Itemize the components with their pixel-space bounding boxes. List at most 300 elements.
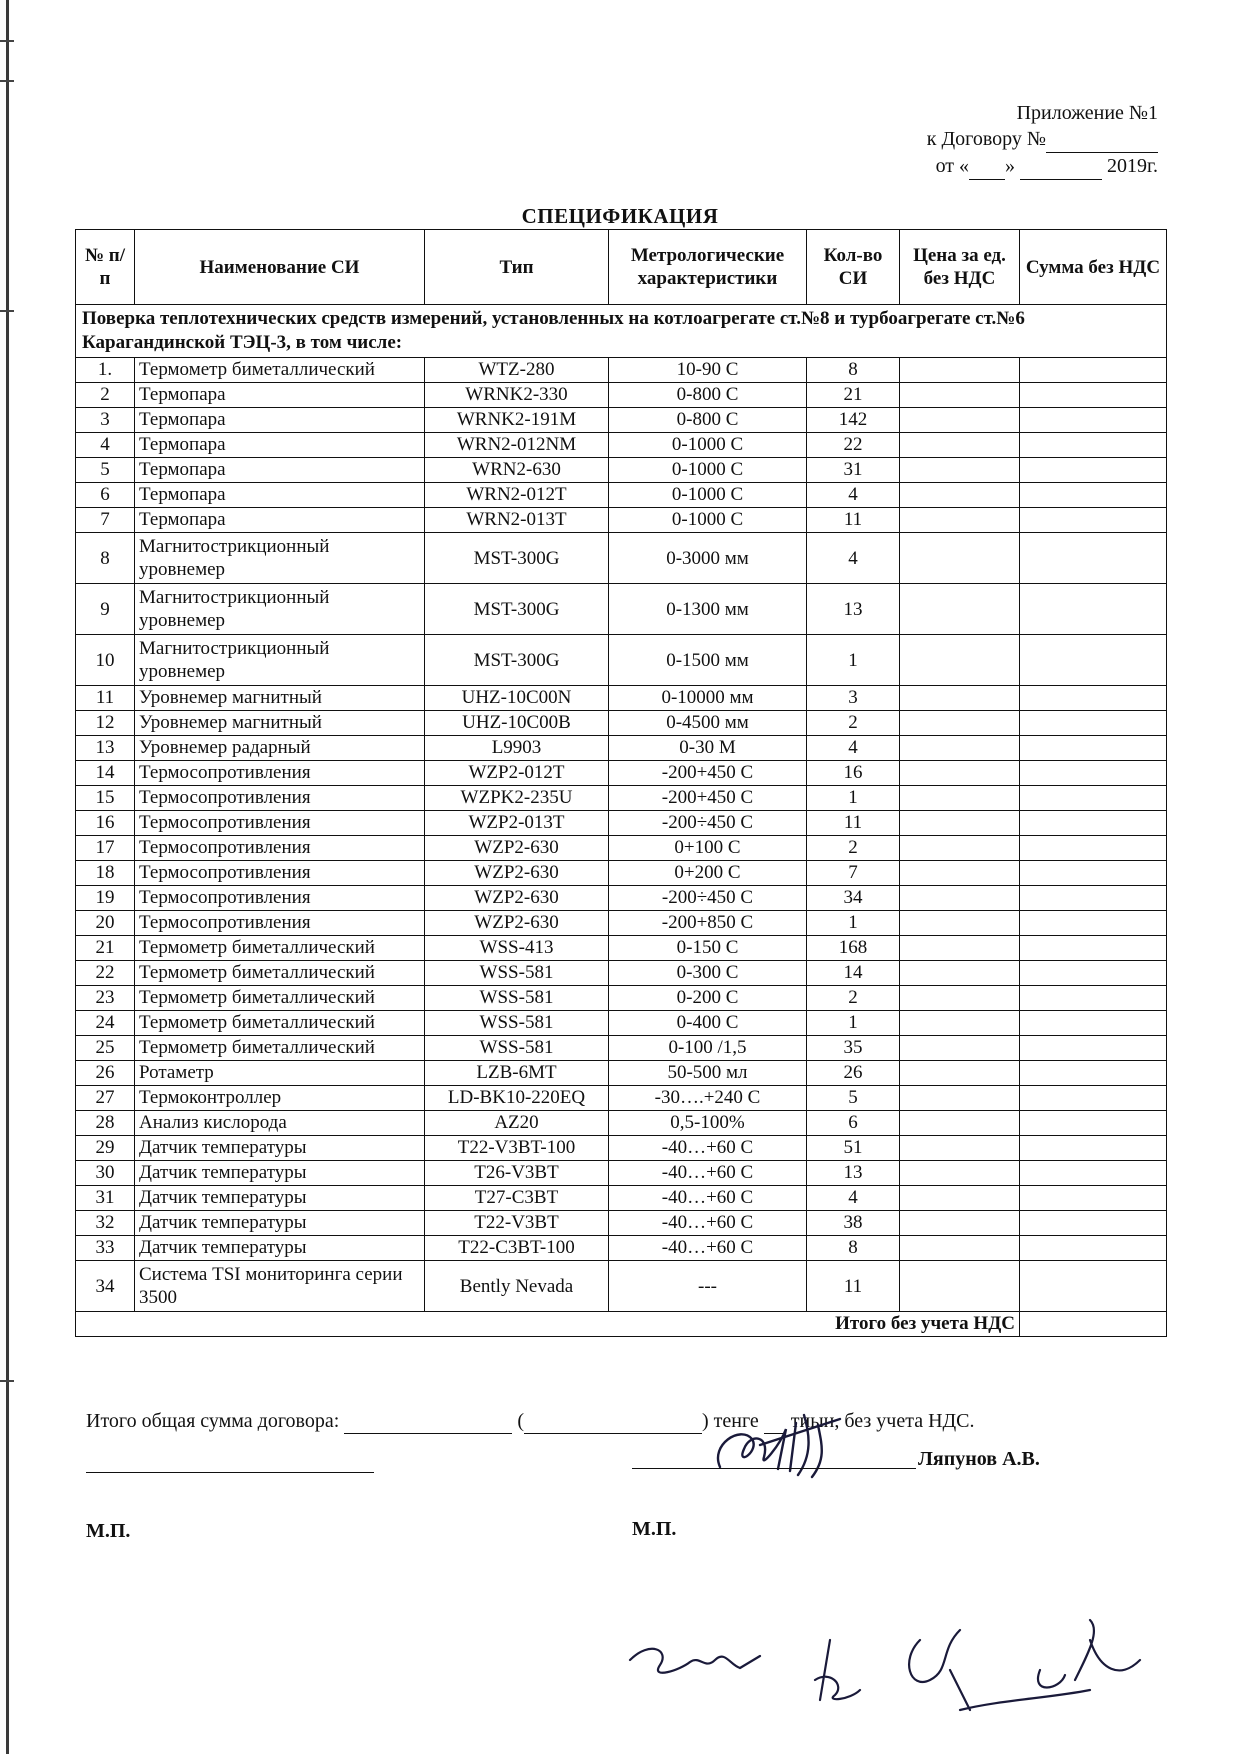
cell-metro: 0,5-100% [609, 1111, 807, 1136]
cell-qty: 11 [807, 508, 900, 533]
cell-name: Термосопротивления [135, 861, 425, 886]
cell-type: WRNK2-191M [425, 408, 609, 433]
cell-type: MST-300G [425, 635, 609, 686]
stamp-place-left: М.П. [86, 1520, 131, 1542]
cell-name: Уровнемер магнитный [135, 711, 425, 736]
cell-num: 23 [76, 986, 135, 1011]
cell-type: L9903 [425, 736, 609, 761]
cell-qty: 26 [807, 1061, 900, 1086]
cell-price [900, 533, 1020, 584]
cell-qty: 13 [807, 1161, 900, 1186]
cell-qty: 168 [807, 936, 900, 961]
cell-name: Термометр биметаллический [135, 986, 425, 1011]
table-row [76, 1211, 1167, 1236]
cell-name: Термометр биметаллический [135, 1036, 425, 1061]
cell-sum [1020, 836, 1167, 861]
cell-num: 9 [76, 584, 135, 635]
table-row [76, 584, 1167, 635]
cell-type: AZ20 [425, 1111, 609, 1136]
cell-type: WRN2-630 [425, 458, 609, 483]
cell-name: Термопара [135, 383, 425, 408]
scan-edge-tick [0, 80, 14, 82]
cell-price [900, 1011, 1020, 1036]
appendix-line: Приложение №1 [1016, 102, 1158, 124]
table-row [76, 1011, 1167, 1036]
cell-metro: -40…+60 С [609, 1136, 807, 1161]
cell-type: LZB-6MT [425, 1061, 609, 1086]
cell-qty: 2 [807, 986, 900, 1011]
cell-metro: -200+850 С [609, 911, 807, 936]
table-row [76, 786, 1167, 811]
cell-name: Термосопротивления [135, 836, 425, 861]
header-sum: Сумма без НДС [1020, 230, 1167, 305]
cell-qty: 4 [807, 483, 900, 508]
cell-price [900, 1211, 1020, 1236]
cell-num: 15 [76, 786, 135, 811]
header-price: Цена за ед. без НДС [900, 230, 1020, 305]
cell-sum [1020, 861, 1167, 886]
page-initials-signatures [620, 1610, 1160, 1730]
appendix-header [738, 100, 1158, 180]
cell-price [900, 433, 1020, 458]
table-row [76, 458, 1167, 483]
table-row [76, 1186, 1167, 1211]
cell-price [900, 961, 1020, 986]
date-day-blank [969, 153, 1005, 180]
cell-num: 21 [76, 936, 135, 961]
cell-metro: --- [609, 1261, 807, 1312]
cell-sum [1020, 1161, 1167, 1186]
table-row [76, 836, 1167, 861]
total-value-cell [1020, 1312, 1167, 1337]
table-row [76, 1236, 1167, 1261]
cell-sum [1020, 786, 1167, 811]
cell-num: 22 [76, 961, 135, 986]
cell-metro: -200+450 С [609, 761, 807, 786]
cell-name: Датчик температуры [135, 1211, 425, 1236]
total-row [76, 1312, 1167, 1337]
cell-sum [1020, 584, 1167, 635]
cell-sum [1020, 635, 1167, 686]
cell-qty: 11 [807, 811, 900, 836]
stamp-place-right: М.П. [632, 1518, 677, 1540]
section-title: Поверка теплотехнических средств измерений, установленных на котлоагрегате ст.№8 и турбоагрегате ст.№6 Карагандинской ТЭЦ-3, в том числе: [76, 305, 1167, 358]
cell-qty: 14 [807, 961, 900, 986]
cell-num: 33 [76, 1236, 135, 1261]
cell-type: T26-V3BT [425, 1161, 609, 1186]
cell-metro: 0-800 С [609, 408, 807, 433]
cell-num: 5 [76, 458, 135, 483]
cell-name: Датчик температуры [135, 1136, 425, 1161]
cell-num: 31 [76, 1186, 135, 1211]
cell-sum [1020, 1261, 1167, 1312]
table-row [76, 508, 1167, 533]
header-qty: Кол-во СИ [807, 230, 900, 305]
cell-price [900, 911, 1020, 936]
header-metro: Метрологические характеристики [609, 230, 807, 305]
cell-num: 24 [76, 1011, 135, 1036]
cell-metro: -40…+60 С [609, 1211, 807, 1236]
appendix-date-year: 2019г. [1107, 155, 1158, 177]
contract-number-blank [1046, 126, 1158, 153]
cell-price [900, 383, 1020, 408]
cell-sum [1020, 1136, 1167, 1161]
cell-qty: 4 [807, 1186, 900, 1211]
cell-sum [1020, 761, 1167, 786]
cell-type: T22-V3BT [425, 1211, 609, 1236]
table-row [76, 358, 1167, 383]
cell-sum [1020, 433, 1167, 458]
table-row [76, 1036, 1167, 1061]
cell-name: Анализ кислорода [135, 1111, 425, 1136]
cell-name: Термометр биметаллический [135, 1011, 425, 1036]
cell-num: 18 [76, 861, 135, 886]
cell-num: 11 [76, 686, 135, 711]
table-row [76, 1161, 1167, 1186]
cell-metro: 0-30 М [609, 736, 807, 761]
cell-sum [1020, 1186, 1167, 1211]
cell-price [900, 1261, 1020, 1312]
cell-type: WRN2-012NM [425, 433, 609, 458]
cell-type: WRN2-013T [425, 508, 609, 533]
table-row [76, 736, 1167, 761]
cell-metro: 0+200 С [609, 861, 807, 886]
cell-name: Термоконтроллер [135, 1086, 425, 1111]
cell-name: Термосопротивления [135, 761, 425, 786]
cell-price [900, 1136, 1020, 1161]
cell-price [900, 584, 1020, 635]
cell-qty: 38 [807, 1211, 900, 1236]
header-name: Наименование СИ [135, 230, 425, 305]
cell-sum [1020, 1061, 1167, 1086]
total-label: Итого без учета НДС [76, 1312, 1020, 1337]
table-row [76, 686, 1167, 711]
cell-num: 13 [76, 736, 135, 761]
cell-metro: 0-1000 С [609, 458, 807, 483]
cell-metro: -40…+60 С [609, 1186, 807, 1211]
cell-num: 7 [76, 508, 135, 533]
cell-num: 8 [76, 533, 135, 584]
cell-qty: 21 [807, 383, 900, 408]
cell-sum [1020, 686, 1167, 711]
cell-sum [1020, 961, 1167, 986]
cell-name: Термопара [135, 483, 425, 508]
appendix-contract-line [738, 126, 1158, 153]
cell-qty: 3 [807, 686, 900, 711]
cell-sum [1020, 1036, 1167, 1061]
cell-name: Ротаметр [135, 1061, 425, 1086]
cell-qty: 35 [807, 1036, 900, 1061]
cell-name: Термометр биметаллический [135, 961, 425, 986]
cell-price [900, 1086, 1020, 1111]
cell-num: 29 [76, 1136, 135, 1161]
scan-edge-line [6, 0, 9, 1754]
cell-name: Уровнемер магнитный [135, 686, 425, 711]
table-row [76, 961, 1167, 986]
cell-metro: -30….+240 С [609, 1086, 807, 1111]
cell-type: WZP2-012T [425, 761, 609, 786]
cell-sum [1020, 483, 1167, 508]
cell-num: 27 [76, 1086, 135, 1111]
cell-qty: 2 [807, 711, 900, 736]
cell-sum [1020, 886, 1167, 911]
cell-sum [1020, 911, 1167, 936]
cell-qty: 4 [807, 533, 900, 584]
table-row [76, 861, 1167, 886]
cell-num: 3 [76, 408, 135, 433]
cell-num: 30 [76, 1161, 135, 1186]
cell-price [900, 1111, 1020, 1136]
cell-price [900, 408, 1020, 433]
cell-type: WZP2-013T [425, 811, 609, 836]
cell-qty: 1 [807, 1011, 900, 1036]
cell-type: Bently Nevada [425, 1261, 609, 1312]
table-row [76, 761, 1167, 786]
table-row [76, 811, 1167, 836]
cell-price [900, 686, 1020, 711]
cell-type: WRN2-012T [425, 483, 609, 508]
header-type: Тип [425, 230, 609, 305]
cell-price [900, 483, 1020, 508]
cell-price [900, 836, 1020, 861]
cell-metro: 0-4500 мм [609, 711, 807, 736]
table-row [76, 1261, 1167, 1312]
cell-price [900, 761, 1020, 786]
signer-name: Ляпунов А.В. [918, 1448, 1040, 1470]
cell-price [900, 458, 1020, 483]
cell-qty: 11 [807, 1261, 900, 1312]
cell-type: WZP2-630 [425, 836, 609, 861]
cell-sum [1020, 736, 1167, 761]
cell-name: Термосопротивления [135, 911, 425, 936]
cell-metro: 10-90 С [609, 358, 807, 383]
cell-type: WZP2-630 [425, 911, 609, 936]
cell-type: WZPK2-235U [425, 786, 609, 811]
cell-price [900, 886, 1020, 911]
cell-type: MST-300G [425, 584, 609, 635]
table-row [76, 1136, 1167, 1161]
table-row [76, 986, 1167, 1011]
table-row [76, 911, 1167, 936]
scan-edge-tick [0, 310, 14, 312]
table-row [76, 936, 1167, 961]
cell-metro: 0-1000 С [609, 483, 807, 508]
cell-metro: 0-300 С [609, 961, 807, 986]
tiyn-suffix: тиын, без учета НДС. [790, 1410, 975, 1432]
cell-metro: 0-1300 мм [609, 584, 807, 635]
cell-name: Уровнемер радарный [135, 736, 425, 761]
cell-num: 20 [76, 911, 135, 936]
cell-metro: -200+450 С [609, 786, 807, 811]
cell-type: T22-V3BT-100 [425, 1136, 609, 1161]
cell-name: Термопара [135, 433, 425, 458]
table-row [76, 383, 1167, 408]
cell-qty: 4 [807, 736, 900, 761]
cell-sum [1020, 1111, 1167, 1136]
cell-name: Датчик температуры [135, 1186, 425, 1211]
scan-edge-tick [0, 1380, 14, 1382]
cell-price [900, 936, 1020, 961]
table-row [76, 408, 1167, 433]
cell-name: Термосопротивления [135, 886, 425, 911]
paren-open: ( [517, 1410, 524, 1432]
cell-num: 32 [76, 1211, 135, 1236]
specification-table [75, 229, 1167, 1337]
cell-name: Датчик температуры [135, 1236, 425, 1261]
cell-qty: 16 [807, 761, 900, 786]
cell-metro: 0-150 С [609, 936, 807, 961]
signature-line-left [86, 1472, 374, 1473]
cell-num: 25 [76, 1036, 135, 1061]
cell-sum [1020, 458, 1167, 483]
date-month-blank [1020, 153, 1102, 180]
cell-price [900, 786, 1020, 811]
cell-num: 2 [76, 383, 135, 408]
cell-qty: 6 [807, 1111, 900, 1136]
cell-num: 28 [76, 1111, 135, 1136]
cell-sum [1020, 508, 1167, 533]
cell-qty: 5 [807, 1086, 900, 1111]
cell-price [900, 811, 1020, 836]
cell-type: UHZ-10C00N [425, 686, 609, 711]
cell-price [900, 1236, 1020, 1261]
cell-qty: 142 [807, 408, 900, 433]
cell-num: 12 [76, 711, 135, 736]
appendix-contract-prefix: к Договору № [926, 128, 1046, 150]
cell-num: 1. [76, 358, 135, 383]
table-row [76, 886, 1167, 911]
cell-num: 34 [76, 1261, 135, 1312]
table-row [76, 711, 1167, 736]
cell-qty: 34 [807, 886, 900, 911]
cell-name: Магнитострикционный уровнемер [135, 533, 425, 584]
cell-price [900, 1186, 1020, 1211]
cell-metro: 0-100 /1,5 [609, 1036, 807, 1061]
cell-price [900, 1036, 1020, 1061]
paren-close: ) тенге [701, 1410, 759, 1432]
cell-qty: 31 [807, 458, 900, 483]
appendix-date-line [738, 153, 1158, 180]
cell-type: WSS-581 [425, 961, 609, 986]
cell-num: 16 [76, 811, 135, 836]
cell-num: 19 [76, 886, 135, 911]
cell-qty: 51 [807, 1136, 900, 1161]
cell-num: 26 [76, 1061, 135, 1086]
cell-qty: 7 [807, 861, 900, 886]
cell-sum [1020, 408, 1167, 433]
cell-type: T27-C3BT [425, 1186, 609, 1211]
cell-sum [1020, 986, 1167, 1011]
cell-num: 6 [76, 483, 135, 508]
cell-sum [1020, 533, 1167, 584]
contract-total-label: Итого общая сумма договора: [86, 1410, 340, 1432]
cell-price [900, 1161, 1020, 1186]
cell-type: T22-C3BT-100 [425, 1236, 609, 1261]
cell-type: WRNK2-330 [425, 383, 609, 408]
cell-metro: -40…+60 С [609, 1236, 807, 1261]
cell-price [900, 736, 1020, 761]
cell-sum [1020, 711, 1167, 736]
cell-type: MST-300G [425, 533, 609, 584]
cell-qty: 1 [807, 635, 900, 686]
cell-metro: 0-400 С [609, 1011, 807, 1036]
cell-name: Термосопротивления [135, 786, 425, 811]
cell-price [900, 635, 1020, 686]
cell-qty: 13 [807, 584, 900, 635]
cell-name: Термосопротивления [135, 811, 425, 836]
header-num: № п/п [76, 230, 135, 305]
cell-metro: -200÷450 С [609, 811, 807, 836]
cell-price [900, 711, 1020, 736]
table-row [76, 1111, 1167, 1136]
cell-type: WZP2-630 [425, 886, 609, 911]
appendix-date-prefix: от « [935, 155, 970, 177]
cell-sum [1020, 383, 1167, 408]
cell-price [900, 861, 1020, 886]
cell-sum [1020, 1211, 1167, 1236]
cell-type: LD-BK10-220EQ [425, 1086, 609, 1111]
cell-sum [1020, 1236, 1167, 1261]
cell-metro: 0-200 С [609, 986, 807, 1011]
table-row [76, 533, 1167, 584]
cell-name: Термопара [135, 458, 425, 483]
cell-name: Система TSI мониторинга серии 3500 [135, 1261, 425, 1312]
scan-edge-tick [0, 40, 14, 42]
table-row [76, 635, 1167, 686]
table-row [76, 1086, 1167, 1111]
cell-name: Термометр биметаллический [135, 936, 425, 961]
cell-metro: -200÷450 С [609, 886, 807, 911]
page-title: СПЕЦИФИКАЦИЯ [521, 204, 719, 228]
cell-num: 10 [76, 635, 135, 686]
cell-type: WTZ-280 [425, 358, 609, 383]
cell-price [900, 508, 1020, 533]
cell-qty: 2 [807, 836, 900, 861]
table-row [76, 1061, 1167, 1086]
contract-total-words-blank [524, 1410, 702, 1434]
cell-metro: 50-500 мл [609, 1061, 807, 1086]
cell-num: 4 [76, 433, 135, 458]
cell-qty: 1 [807, 786, 900, 811]
cell-sum [1020, 1086, 1167, 1111]
cell-sum [1020, 811, 1167, 836]
cell-qty: 22 [807, 433, 900, 458]
handwritten-signature [700, 1405, 880, 1485]
cell-qty: 8 [807, 358, 900, 383]
cell-price [900, 1061, 1020, 1086]
table-row [76, 433, 1167, 458]
cell-metro: -40…+60 С [609, 1161, 807, 1186]
cell-name: Магнитострикционный уровнемер [135, 635, 425, 686]
cell-name: Термопара [135, 408, 425, 433]
cell-metro: 0-800 С [609, 383, 807, 408]
cell-price [900, 358, 1020, 383]
cell-num: 14 [76, 761, 135, 786]
cell-type: UHZ-10C00B [425, 711, 609, 736]
signature-line-right [632, 1468, 916, 1469]
cell-qty: 1 [807, 911, 900, 936]
table-row [76, 483, 1167, 508]
cell-metro: 0-3000 мм [609, 533, 807, 584]
cell-name: Термометр биметаллический [135, 358, 425, 383]
cell-type: WSS-413 [425, 936, 609, 961]
cell-metro: 0-1000 С [609, 508, 807, 533]
cell-type: WSS-581 [425, 986, 609, 1011]
cell-qty: 8 [807, 1236, 900, 1261]
cell-metro: 0+100 С [609, 836, 807, 861]
cell-sum [1020, 936, 1167, 961]
cell-price [900, 986, 1020, 1011]
